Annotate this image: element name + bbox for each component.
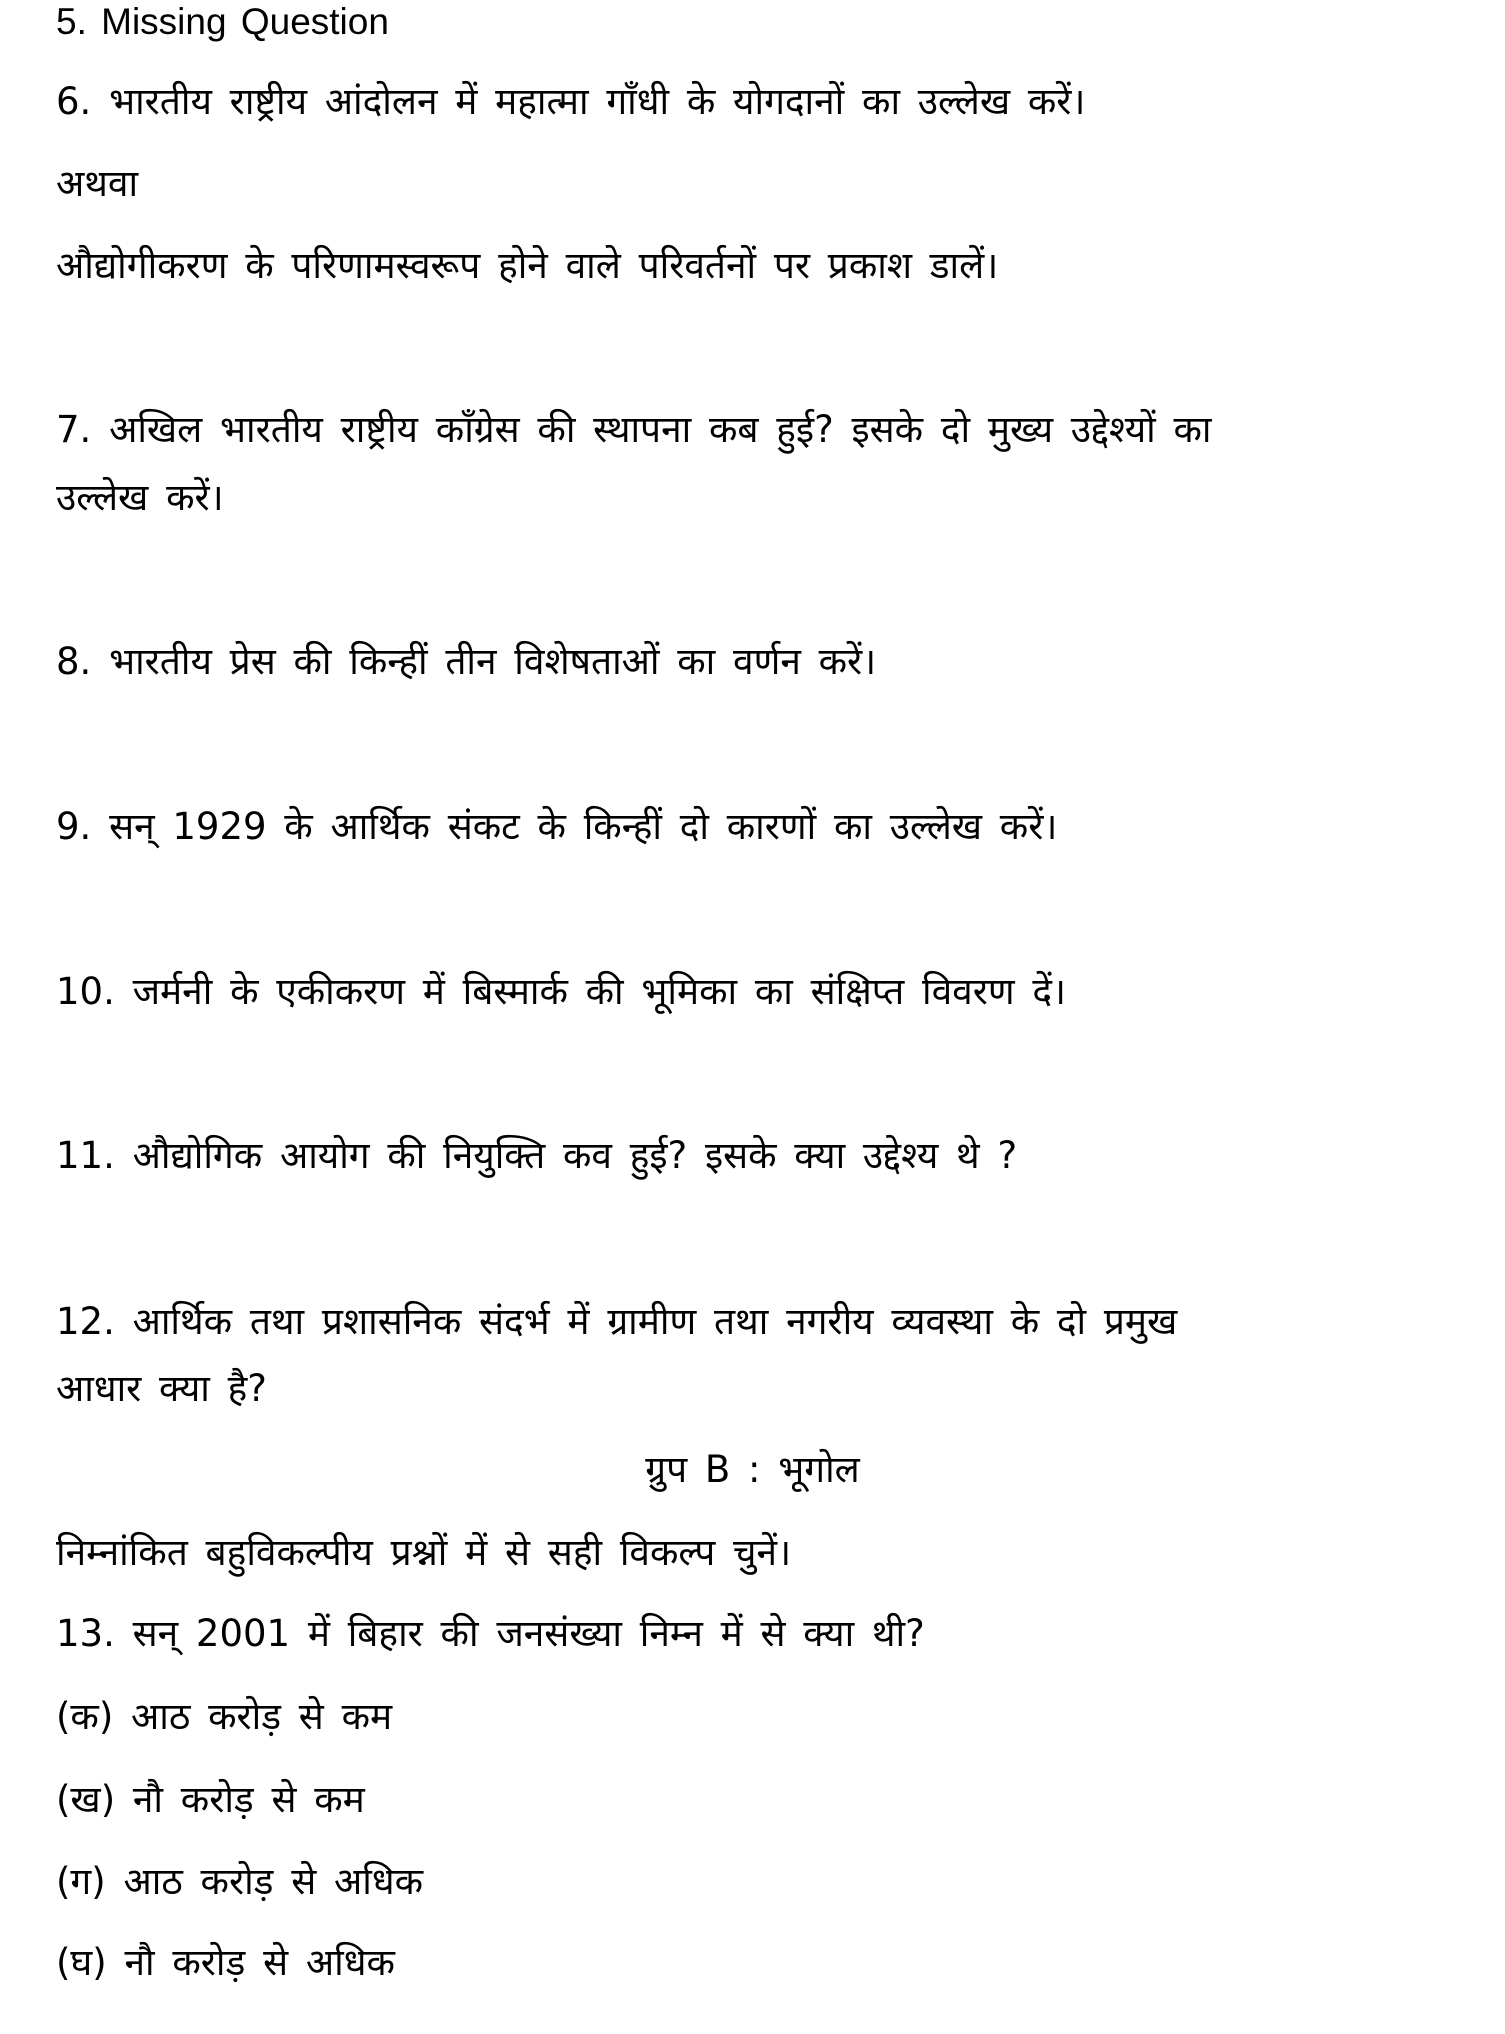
or-separator: अथवा bbox=[56, 162, 139, 205]
instruction: निम्नांकित बहुविकल्पीय प्रश्नों में से सही विकल्प चुनें। bbox=[56, 1531, 792, 1574]
question-6-alternate: औद्योगीकरण के परिणामस्वरूप होने वाले परिवर्तनों पर प्रकाश डालें। bbox=[56, 244, 999, 287]
question-5: 5. Missing Question bbox=[56, 1, 389, 42]
option-c: (ग) आठ करोड़ से अधिक bbox=[56, 1860, 424, 1903]
question-10: 10. जर्मनी के एकीकरण में बिस्मार्क की भूमिका का संक्षिप्त विवरण दें। bbox=[56, 970, 1067, 1013]
question-6: 6. भारतीय राष्ट्रीय आंदोलन में महात्मा गाँधी के योगदानों का उल्लेख करें। bbox=[56, 80, 1086, 123]
question-12-line-1: 12. आर्थिक तथा प्रशासनिक संदर्भ में ग्रामीण तथा नगरीय व्यवस्था के दो प्रमुख bbox=[56, 1300, 1178, 1343]
option-a: (क) आठ करोड़ से कम bbox=[56, 1695, 393, 1738]
question-12-line-2: आधार क्या है? bbox=[56, 1367, 267, 1410]
question-7-line-2: उल्लेख करें। bbox=[56, 476, 224, 519]
question-9: 9. सन् 1929 के आर्थिक संकट के किन्हीं दो कारणों का उल्लेख करें। bbox=[56, 805, 1058, 848]
question-11: 11. औद्योगिक आयोग की नियुक्ति कव हुई? इसके क्या उद्देश्य थे ? bbox=[56, 1134, 1018, 1177]
option-b: (ख) नौ करोड़ से कम bbox=[56, 1778, 365, 1821]
question-7-line-1: 7. अखिल भारतीय राष्ट्रीय काँग्रेस की स्थापना कब हुई? इसके दो मुख्य उद्देश्यों का bbox=[56, 408, 1212, 451]
question-13: 13. सन् 2001 में बिहार की जनसंख्या निम्न में से क्या थी? bbox=[56, 1612, 925, 1655]
option-d: (घ) नौ करोड़ से अधिक bbox=[56, 1941, 395, 1984]
section-heading: ग्रुप B : भूगोल bbox=[645, 1448, 860, 1491]
question-8: 8. भारतीय प्रेस की किन्हीं तीन विशेषताओं का वर्णन करें। bbox=[56, 640, 877, 683]
